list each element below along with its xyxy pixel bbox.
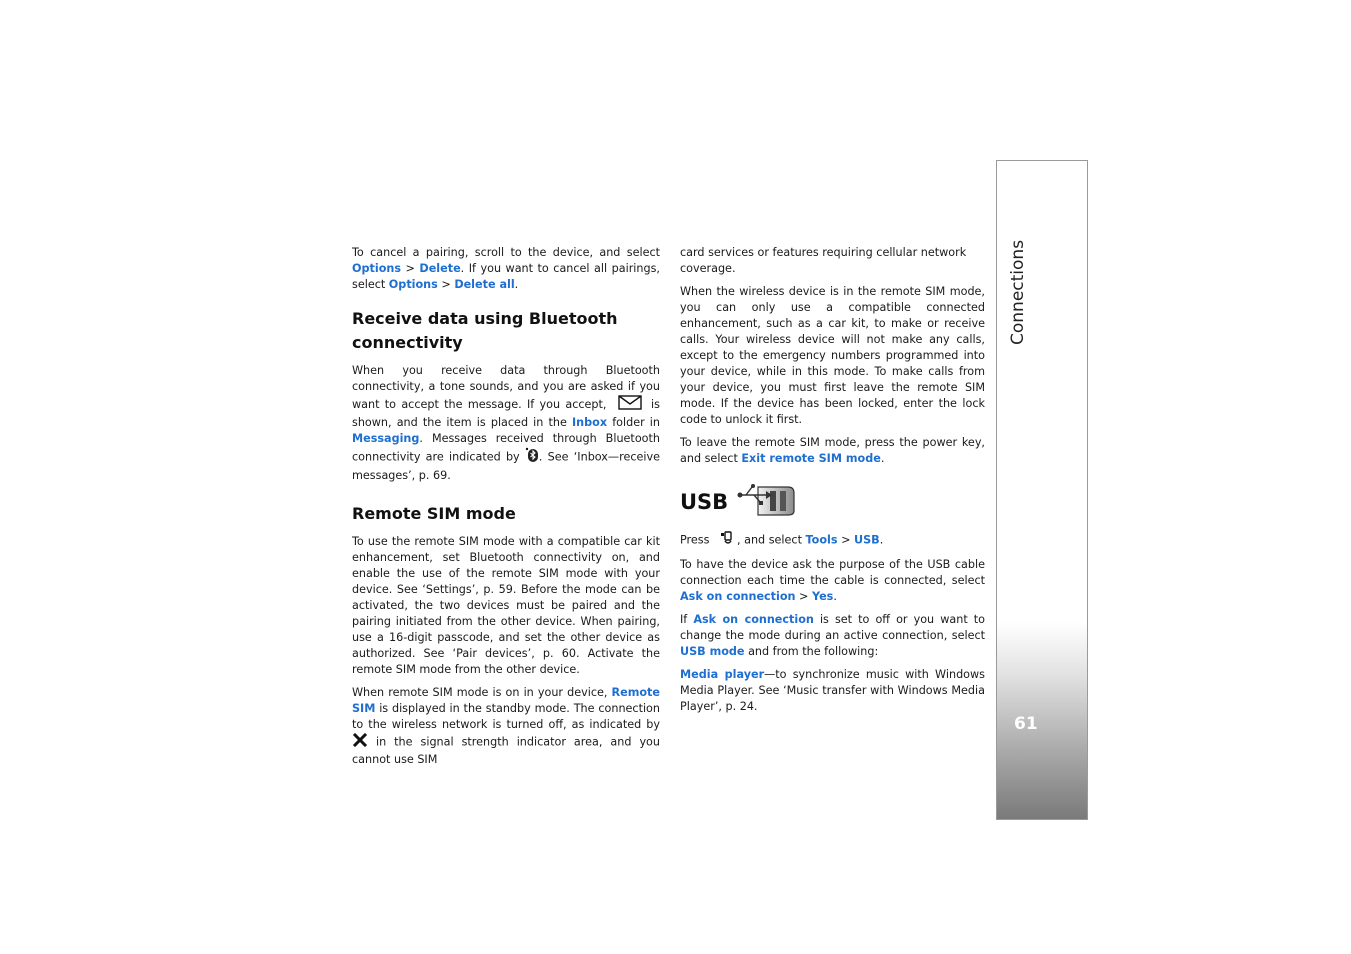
usb-title: USB — [680, 490, 729, 514]
text: . Messages received through Bluetooth connectivity are indicated by — [352, 432, 660, 464]
ask-on-connection-link-2[interactable]: Ask on connection — [693, 613, 814, 626]
remote-sim-mode-paragraph: When the wireless device is in the remote SIM mode, you can only use a compatible connected enhancement, such as a car kit, to make or receive calls. Your wireless device will not make any calls, except to the emergency numbers programmed into your device, while in this mode. To make calls from your device, you must first leave the remote SIM mode. If the device has been locked, enter the lock code to unlock it first. — [680, 285, 985, 426]
separator: > — [437, 278, 455, 291]
remote-sim-paragraph: To use the remote SIM mode with a compatible car kit enhancement, set Bluetooth connectivity on, and enable the use of the remote SIM mode with your device. See ‘Settings’, p. 59. Before the mode can be activated, the two devices must be paired and the pairing initiated from the other device. When pairing, use a 16-digit passcode, and set the other device as authorized. See ‘Pair devices’, p. 60. Activate the remote SIM mode from the other device. — [352, 535, 660, 676]
left-column — [352, 245, 660, 775]
leave-remote-sim-paragraph — [680, 435, 985, 467]
text: is displayed in the standby mode. The connection to the wireless network is turned off, as indicated by — [352, 702, 660, 731]
text: and from the following: — [744, 645, 879, 658]
heading-remote-sim: Remote SIM mode — [352, 504, 516, 523]
usb-icon — [736, 481, 796, 523]
bluetooth-message-icon — [525, 447, 539, 468]
text: folder in — [607, 416, 661, 429]
messaging-link[interactable]: Messaging — [352, 432, 420, 445]
media-player-paragraph — [680, 667, 985, 715]
section-title: Connections — [1008, 239, 1028, 345]
usb-mode-paragraph — [680, 612, 985, 660]
right-column — [680, 245, 985, 722]
remote-sim-link[interactable]: Remote SIM — [352, 686, 660, 715]
text: If — [680, 613, 694, 626]
heading-receive-data: Receive data using Bluetooth connectivity — [352, 309, 618, 352]
ask-on-connection-link[interactable]: Ask on connection — [680, 590, 796, 603]
text: When you receive data through Bluetooth connectivity, a tone sounds, and you are asked if you want to accept the message. If you accept, — [352, 364, 660, 411]
usb-mode-link[interactable]: USB mode — [680, 645, 745, 658]
text: To leave the remote SIM mode, press the power key, and select — [680, 436, 985, 465]
x-icon — [352, 733, 368, 752]
separator: > — [401, 262, 420, 275]
cancel-pairing-paragraph — [352, 245, 660, 293]
text: To have the device ask the purpose of the USB cable connection each time the cable is connected, select — [680, 558, 985, 587]
delete-all-link[interactable]: Delete all — [454, 278, 515, 291]
page-number: 61 — [1014, 714, 1038, 734]
text: in the signal strength indicator area, and you cannot use SIM — [352, 735, 660, 766]
separator: > — [795, 590, 812, 603]
text: . — [833, 590, 837, 603]
text: To cancel a pairing, scroll to the device, and select — [352, 246, 660, 259]
press-paragraph — [680, 531, 985, 550]
exit-remote-sim-link[interactable]: Exit remote SIM mode — [741, 452, 881, 465]
text: . See ‘Inbox—receive messages’, p. 69. — [352, 450, 660, 482]
text: , and select — [737, 533, 806, 547]
inbox-link[interactable]: Inbox — [572, 416, 608, 429]
card-services-paragraph: card services or features requiring cellular network coverage. — [680, 246, 967, 275]
text: is shown, and the item is placed in the — [352, 398, 660, 429]
options-link-2[interactable]: Options — [388, 278, 438, 291]
receive-data-paragraph — [352, 363, 660, 484]
separator: > — [837, 533, 855, 547]
text: . — [880, 452, 885, 465]
menu-key-icon — [719, 531, 735, 550]
text: . — [514, 278, 519, 291]
options-link[interactable]: Options — [352, 262, 402, 275]
heading-usb — [680, 481, 985, 523]
text: is set to off or you want to change the mode during an active connection, select — [680, 613, 986, 642]
ask-purpose-paragraph — [680, 557, 985, 605]
text: Press — [680, 533, 713, 547]
section-label — [1008, 240, 1028, 345]
text: . If you want to cancel all pairings, select — [352, 262, 660, 291]
yes-link[interactable]: Yes — [812, 590, 834, 603]
text: When remote SIM mode is on in your device, — [352, 686, 612, 699]
text: —to synchronize music with Windows Media Player. See ‘Music transfer with Windows Media Player’, p. 24. — [680, 668, 985, 713]
envelope-icon — [618, 395, 642, 415]
text: . — [879, 533, 884, 547]
remote-sim-on-paragraph — [352, 685, 660, 768]
delete-link[interactable]: Delete — [419, 262, 461, 275]
tools-link[interactable]: Tools — [805, 533, 838, 547]
usb-link[interactable]: USB — [854, 533, 880, 547]
media-player-link[interactable]: Media player — [680, 668, 765, 681]
